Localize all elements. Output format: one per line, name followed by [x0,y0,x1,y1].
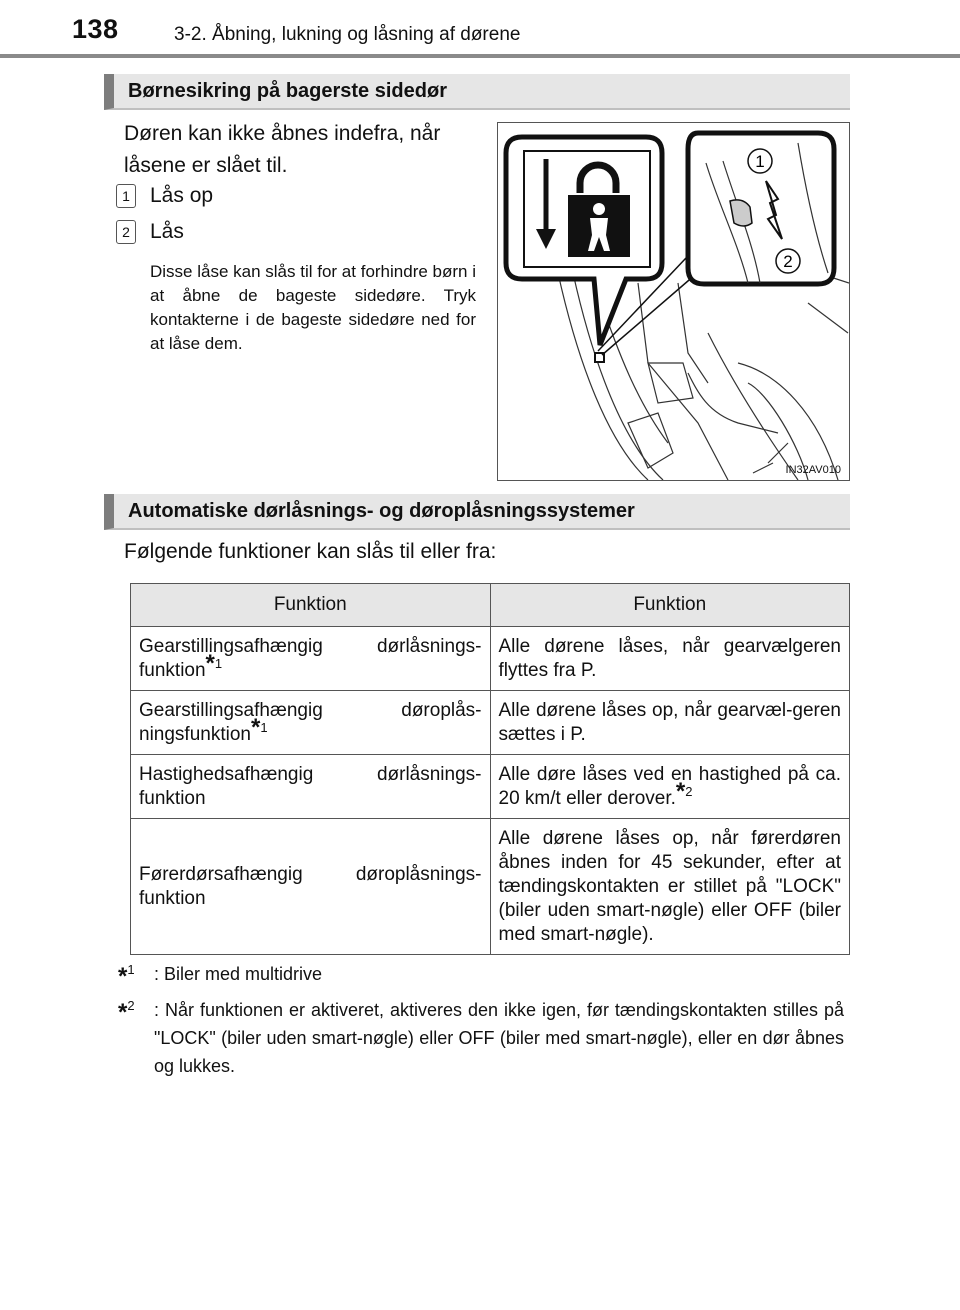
footnote-text: : Når funktionen er aktiveret, aktiveres den ikke igen, før tændingskontakten stilles på "LOCK" (biler uden smart-nøgle) eller OFF (biler med smart-nøgle), eller en dør åbnes og lukkes. [154,1000,844,1076]
table-row [131,691,850,755]
page-header [0,0,960,60]
lead-text: Følgende funktioner kan slås til eller fra: [124,540,497,563]
table-cell: Førerdørsafhængig døroplåsnings-funktion [131,819,491,955]
number-badge: 1 [116,184,136,208]
column-header: Funktion [490,584,850,627]
door-illustration [498,123,849,480]
section-title: Automatiske dørlåsnings- og døroplåsningssystemer [128,500,635,522]
table-row [131,755,850,819]
callout-number-1: 1 [755,152,765,171]
table-cell: Hastighedsafhængig dørlåsnings-funktion [131,755,491,819]
table-cell: Alle dørene låses op, når førerdøren åbnes inden for 45 sekunder, efter at tændingskontakten er stillet på "LOCK" (biler uden smart-nøgle) eller OFF (biler med smart-nøgle). [490,819,850,955]
column-header: Funktion [131,584,491,627]
list-item-lock [116,220,184,244]
table-cell: Alle dørene låses op, når gearvæl-geren sættes i P. [490,691,850,755]
intro-text: Døren kan ikke åbnes indefra, når låsene er slået til. [124,122,441,177]
table-cell: Gearstillingsafhængig døroplås-ningsfunktion$^{*1}$ [131,691,491,755]
chapter-title: 3-2. Åbning, lukning og låsning af dørene [174,24,521,45]
footnote-1: *$^1$ : Biler med multidrive [118,960,844,988]
item-label: Lås op [150,184,214,207]
note-text: Disse låse kan slås til for at forhindre børn i at åbne de bageste sidedøre. Tryk kontakterne i de bageste sidedøre ned for at låse dem. [150,262,476,353]
callout-number-2: 2 [783,252,793,271]
table-cell: Alle dørene låses, når gearvælgeren flyttes fra P. [490,627,850,691]
table-row [131,627,850,691]
section-heading-auto-lock [104,494,850,530]
table-cell: Gearstillingsafhængig dørlåsnings-funktion$^{*1}$ [131,627,491,691]
item-label: Lås [150,220,184,243]
list-item-unlock [116,184,213,208]
page-number: 138 [72,14,119,44]
footnote-text: : Biler med multidrive [154,964,323,984]
table-row [131,819,850,955]
section-title: Børnesikring på bagerste sidedør [128,80,447,102]
footnote-2: *$^2$ : Når funktionen er aktiveret, aktiveres den ikke igen, før tændingskontakten stilles på "LOCK" (biler uden smart-nøgle) eller OFF (biler med smart-nøgle), eller en dør åbnes og lukkes. [118,996,844,1080]
figure-code: IN32AV010 [785,464,841,476]
header-rule [0,54,960,58]
number-badge: 2 [116,220,136,244]
section-heading-child-lock [104,74,850,110]
table-header-row [131,584,850,627]
table-cell: Alle døre låses ved en hastighed på ca. 20 km/t eller derover.$^{*2}$ [490,755,850,819]
function-table [130,583,850,955]
child-lock-figure [497,122,850,481]
